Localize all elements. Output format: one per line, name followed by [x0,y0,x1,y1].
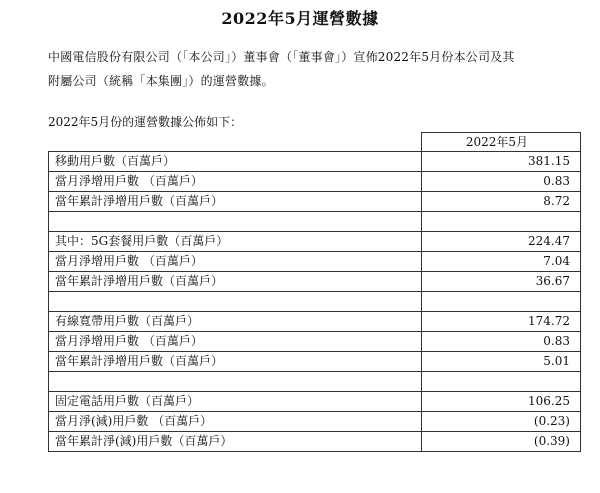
announce-heading: 2022年5月份的運營數據公佈如下： [48,115,243,129]
row-value: (0.23) [422,412,581,432]
table-row [49,332,581,352]
table-row [49,432,581,452]
table-row [49,192,581,212]
row-label: 當年累計淨增用戶數（百萬戶） [49,272,422,292]
row-label: 移動用戶數（百萬戶） [49,152,422,172]
row-value: 8.72 [422,192,581,212]
intro-paragraph [48,45,568,93]
row-value: 381.15 [422,152,581,172]
row-label: 當月淨增用戶數 （百萬戶） [49,332,422,352]
operating-data-table-container [48,132,580,452]
table-row [49,272,581,292]
table-header-row [49,133,581,152]
table-spacer-row [49,292,581,312]
row-label: 當年累計淨增用戶數（百萬戶） [49,192,422,212]
row-value: 5.01 [422,352,581,372]
spacer-cell [422,372,581,392]
row-value: 0.83 [422,172,581,192]
row-label: 其中：5G套餐用戶數（百萬戶） [49,232,422,252]
spacer-cell [49,212,422,232]
row-value: 174.72 [422,312,581,332]
row-value: 106.25 [422,392,581,412]
table-row [49,352,581,372]
table-row [49,172,581,192]
table-header-period: 2022年5月 [422,133,581,152]
row-label: 有線寬帶用戶數（百萬戶） [49,312,422,332]
table-header-blank [49,133,422,152]
table-spacer-row [49,372,581,392]
table-row [49,152,581,172]
table-row [49,312,581,332]
table-spacer-row [49,212,581,232]
row-value: 36.67 [422,272,581,292]
table-row [49,412,581,432]
row-label: 當年累計淨增用戶數（百萬戶） [49,352,422,372]
spacer-cell [49,292,422,312]
table-body [49,152,581,452]
table-row [49,232,581,252]
intro-line-2: 附屬公司（統稱「本集團」）的運營數據。 [48,74,274,88]
row-label: 當月淨增用戶數 （百萬戶） [49,252,422,272]
spacer-cell [422,212,581,232]
spacer-cell [422,292,581,312]
row-label: 固定電話用戶數（百萬戶） [49,392,422,412]
row-label: 當月淨(減)用戶數 （百萬戶） [49,412,422,432]
row-label: 當年累計淨(減)用戶數（百萬戶） [49,432,422,452]
row-value: 224.47 [422,232,581,252]
spacer-cell [49,372,422,392]
intro-line-1: 中國電信股份有限公司（「本公司」）董事會（「董事會」）宣佈2022年5月份本公司及其 [48,50,515,64]
operating-data-table [48,132,581,452]
page-title: 2022年5月運營數據 [221,9,379,28]
row-value: 7.04 [422,252,581,272]
table-row [49,252,581,272]
row-label: 當月淨增用戶數 （百萬戶） [49,172,422,192]
row-value: 0.83 [422,332,581,352]
row-value: (0.39) [422,432,581,452]
table-row [49,392,581,412]
